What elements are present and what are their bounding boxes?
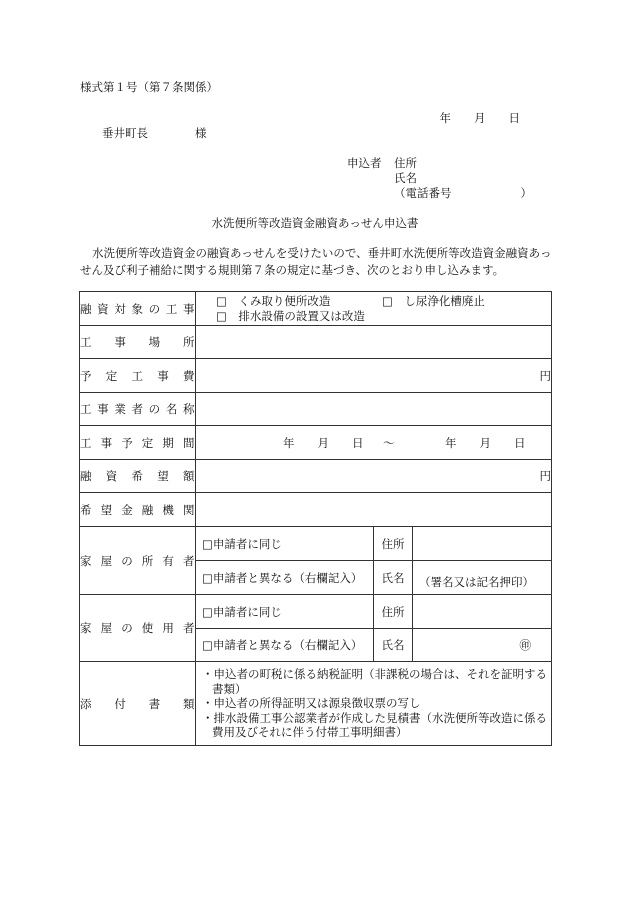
period-start: 年 月 日 (283, 435, 364, 450)
label-period: 工事予定期間 (80, 426, 196, 460)
user-different-option[interactable]: □申請者と異なる（右欄記入） (196, 629, 374, 662)
label-contractor: 工事業者の名称 (80, 393, 196, 426)
addressee-suffix: 様 (195, 126, 207, 140)
label-owner: 家屋の所有者 (80, 527, 196, 595)
attachments-list (196, 665, 551, 742)
applicant-label: 申込者 (347, 156, 382, 170)
owner-same-option[interactable]: □申請者に同じ (196, 527, 374, 561)
applicant-name-label: 氏名 (394, 171, 417, 185)
row-bank (80, 493, 552, 527)
cost-field[interactable] (196, 359, 552, 393)
label-work-target: 融資対象の工事 (80, 292, 196, 326)
attachments-cell (196, 662, 552, 746)
owner-seal-note: （署名又は記名押印） (419, 575, 534, 589)
label-cost: 予定工事費 (80, 359, 196, 393)
owner-different-option[interactable]: □申請者と異なる（右欄記入） (196, 561, 374, 595)
label-user: 家屋の使用者 (80, 595, 196, 662)
row-period (80, 426, 552, 460)
loan-amount-field[interactable] (196, 460, 552, 493)
date-fields: 年 月 日 (439, 111, 520, 125)
bank-field[interactable] (196, 493, 552, 527)
attachment-item: ・排水設備工事公認業者が作成した見積書（水洗便所等改造に係る費用及びそれに伴う付帯工事明細書） (202, 710, 547, 740)
addressee-name: 垂井町長 (102, 126, 148, 140)
attachment-item: ・申込者の所得証明又は源泉徴収票の写し (202, 696, 421, 711)
row-location (80, 326, 552, 359)
attachment-item: ・申込者の町税に係る納税証明（非課税の場合は、それを証明する書類） (202, 667, 547, 696)
user-same-option[interactable]: □申請者に同じ (196, 595, 374, 629)
user-address-field[interactable] (413, 595, 552, 629)
contractor-field[interactable] (196, 393, 552, 426)
label-location: 工事場所 (80, 326, 196, 359)
label-bank: 希望金融機関 (80, 493, 196, 527)
row-owner-1 (80, 527, 552, 561)
document-title: 水洗便所等改造資金融資あっせん申込書 (211, 216, 419, 230)
loan-amount-unit: 円 (539, 469, 551, 483)
intro-paragraph: 水洗便所等改造資金の融資あっせんを受けたいので、垂井町水洗便所等改造資金融資あっせん及び利子補給に関する規則第７条の規定に基づき、次のとおり申し込みます。 (80, 246, 552, 277)
form-number: 様式第１号（第７条関係） (80, 80, 218, 94)
option-johkaso[interactable]: □ し尿浄化槽廃止 (382, 293, 485, 308)
location-field[interactable] (196, 326, 552, 359)
period-field[interactable] (196, 426, 552, 460)
row-cost (80, 359, 552, 393)
owner-address-label: 住所 (374, 527, 413, 561)
label-loan-amount: 融資希望額 (80, 460, 196, 493)
user-name-field[interactable] (413, 629, 552, 662)
user-seal-mark: ㊞ (519, 638, 531, 652)
user-name-label: 氏名 (374, 629, 413, 662)
row-attachments (80, 662, 552, 746)
period-tilde: 〜 (383, 435, 395, 450)
owner-name-label: 氏名 (374, 561, 413, 595)
application-table (79, 291, 552, 746)
user-address-label: 住所 (374, 595, 413, 629)
owner-address-field[interactable] (413, 527, 552, 561)
row-contractor (80, 393, 552, 426)
label-attachments: 添付書類 (80, 662, 196, 746)
applicant-address-label: 住所 (394, 156, 417, 170)
owner-name-field[interactable] (413, 561, 552, 595)
option-kumitori[interactable]: □ くみ取り便所改造 (216, 293, 331, 308)
work-target-options (196, 292, 552, 326)
row-loan-amount (80, 460, 552, 493)
row-work-target (80, 292, 552, 326)
row-user-1 (80, 595, 552, 629)
cost-unit: 円 (539, 368, 551, 383)
period-end: 年 月 日 (445, 435, 526, 450)
applicant-phone-label: （電話番号 ） (394, 186, 532, 200)
option-haisui[interactable]: □ 排水設備の設置又は改造 (216, 308, 365, 323)
